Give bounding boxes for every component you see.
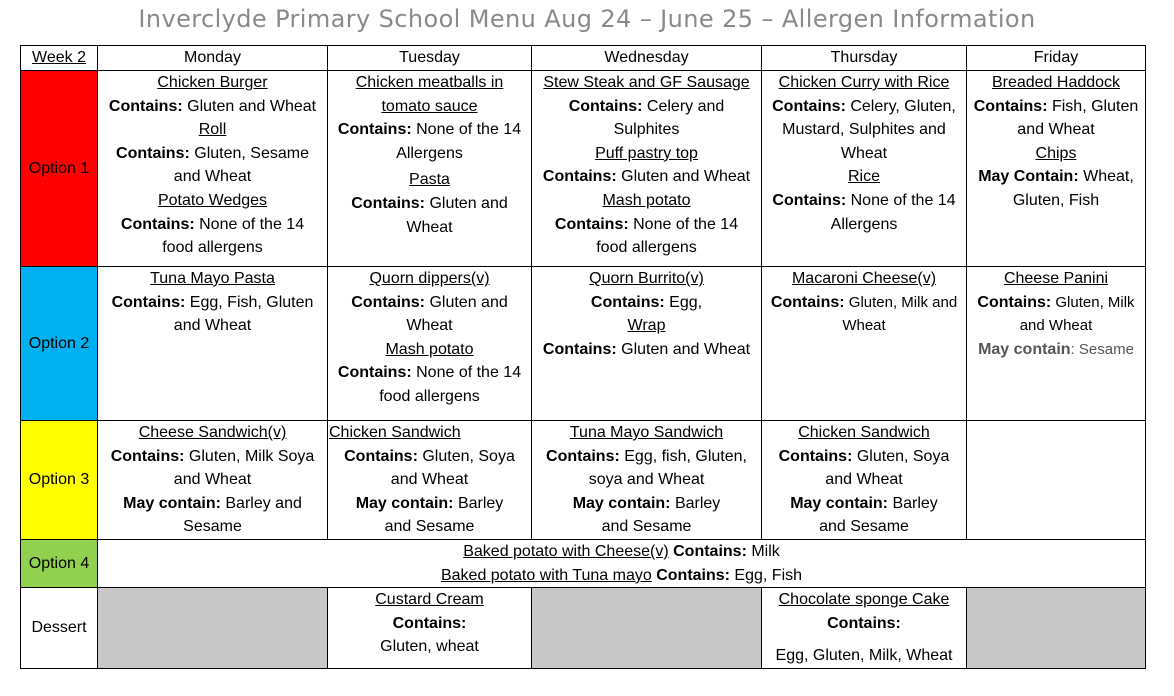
allergen-menu-table bbox=[20, 45, 1146, 669]
dish-name: Chicken meatballs in bbox=[355, 74, 504, 91]
dish-name: Puff pastry top bbox=[595, 144, 698, 162]
dessert-tuesday: Custard Cream Contains: Gluten, wheat bbox=[328, 588, 532, 669]
dessert-label: Dessert bbox=[21, 588, 98, 669]
dish-name: Mash potato bbox=[602, 191, 691, 209]
dish-name: Roll bbox=[198, 121, 227, 139]
dish-name: Breaded Haddock bbox=[991, 74, 1121, 91]
dessert-thursday: Chocolate sponge Cake Contains: Egg, Gluten, Milk, Wheat bbox=[762, 588, 967, 669]
option2-monday: Tuna Mayo Pasta Contains: Egg, Fish, Gluten and Wheat bbox=[98, 267, 328, 421]
week-label: Week 2 bbox=[21, 46, 98, 71]
day-monday: Monday bbox=[98, 46, 328, 71]
option2-wednesday: Quorn Burrito(v) Contains: Egg, Wrap Contains: Gluten and Wheat bbox=[532, 267, 762, 421]
dish-name: Custard Cream bbox=[375, 591, 484, 609]
dessert-row bbox=[21, 588, 1146, 669]
dessert-friday-empty bbox=[967, 588, 1146, 669]
day-thursday: Thursday bbox=[762, 46, 967, 71]
dish-name: Cheese Panini bbox=[1003, 270, 1109, 287]
dessert-monday-empty bbox=[98, 588, 328, 669]
dish-name: tomato sauce bbox=[381, 97, 478, 115]
page-title: Inverclyde Primary School Menu Aug 24 – June 25 – Allergen Information bbox=[138, 5, 1036, 33]
dish-name: Mash potato bbox=[385, 340, 474, 358]
dish-name: Macaroni Cheese(v) bbox=[791, 270, 937, 287]
option3-row bbox=[21, 421, 1146, 540]
option2-thursday: Macaroni Cheese(v) Contains: Gluten, Milk and Wheat bbox=[762, 267, 967, 421]
option1-label: Option 1 bbox=[21, 71, 98, 267]
option2-friday: Cheese Panini Contains: Gluten, Milk and Wheat May contain: Sesame bbox=[967, 267, 1146, 421]
option2-tuesday: Quorn dippers(v) Contains: Gluten and Wheat Mash potato Contains: None of the 14 food allergens bbox=[328, 267, 532, 421]
header-row bbox=[21, 46, 1146, 71]
option3-tuesday: Chicken Sandwich Contains: Gluten, Soya and Wheat May contain: Barley and Sesame bbox=[328, 421, 532, 540]
dish-name: Chicken Curry with Rice bbox=[778, 74, 950, 91]
dish-name: Chicken Burger bbox=[157, 74, 268, 91]
option2-row bbox=[21, 267, 1146, 421]
option4-label: Option 4 bbox=[21, 539, 98, 587]
option3-monday: Cheese Sandwich(v) Contains: Gluten, Milk Soya and Wheat May contain: Barley and Sesame bbox=[98, 421, 328, 540]
dish-name: Chocolate sponge Cake bbox=[778, 591, 950, 609]
dish-name: Cheese Sandwich(v) bbox=[138, 424, 287, 441]
option4-all-week: Baked potato with Cheese(v) Contains: Milk Baked potato with Tuna mayo Contains: Egg, Fish bbox=[98, 539, 1146, 587]
dish-name: Tuna Mayo Pasta bbox=[150, 270, 275, 287]
option1-monday: Chicken Burger Contains: Gluten and Wheat Roll Contains: Gluten, Sesame and Wheat Potato Wedges Contains: None of the 14 food allergens bbox=[98, 71, 328, 267]
dish-name: Stew Steak and GF Sausage bbox=[543, 74, 750, 91]
option3-wednesday: Tuna Mayo Sandwich Contains: Egg, fish, Gluten, soya and Wheat May contain: Barley and Sesame bbox=[532, 421, 762, 540]
dish-name: Chips bbox=[1035, 144, 1077, 162]
option1-row bbox=[21, 71, 1146, 267]
day-wednesday: Wednesday bbox=[532, 46, 762, 71]
dish-name: Tuna Mayo Sandwich bbox=[569, 424, 724, 441]
option3-friday-empty bbox=[967, 421, 1146, 540]
dish-name: Wrap bbox=[627, 317, 666, 335]
option2-label: Option 2 bbox=[21, 267, 98, 421]
option1-thursday: Chicken Curry with Rice Contains: Celery, Gluten, Mustard, Sulphites and Wheat Rice Contains: None of the 14 Allergens bbox=[762, 71, 967, 267]
dish-name: Pasta bbox=[409, 171, 450, 189]
dish-name: Quorn dippers(v) bbox=[369, 270, 490, 287]
option1-wednesday: Stew Steak and GF Sausage Contains: Celery and Sulphites Puff pastry top Contains: Gluten and Wheat Mash potato Contains: None of the 14 food allergens bbox=[532, 71, 762, 267]
dish-name: Potato Wedges bbox=[157, 191, 268, 209]
day-friday: Friday bbox=[967, 46, 1146, 71]
option3-label: Option 3 bbox=[21, 421, 98, 540]
option1-tuesday: Chicken meatballs in tomato sauce Contains: None of the 14 Allergens Pasta Contains: Gluten and Wheat bbox=[328, 71, 532, 267]
day-tuesday: Tuesday bbox=[328, 46, 532, 71]
option1-friday: Breaded Haddock Contains: Fish, Gluten and Wheat Chips May Contain: Wheat, Gluten, Fish bbox=[967, 71, 1146, 267]
dish-name: Rice bbox=[847, 168, 880, 186]
option3-thursday: Chicken Sandwich Contains: Gluten, Soya and Wheat May contain: Barley and Sesame bbox=[762, 421, 967, 540]
dish-name: Chicken Sandwich bbox=[798, 424, 930, 441]
dish-name: Quorn Burrito(v) bbox=[589, 270, 704, 287]
option4-row bbox=[21, 539, 1146, 587]
dish-name: Chicken Sandwich bbox=[329, 424, 461, 441]
dessert-wednesday-empty bbox=[532, 588, 762, 669]
